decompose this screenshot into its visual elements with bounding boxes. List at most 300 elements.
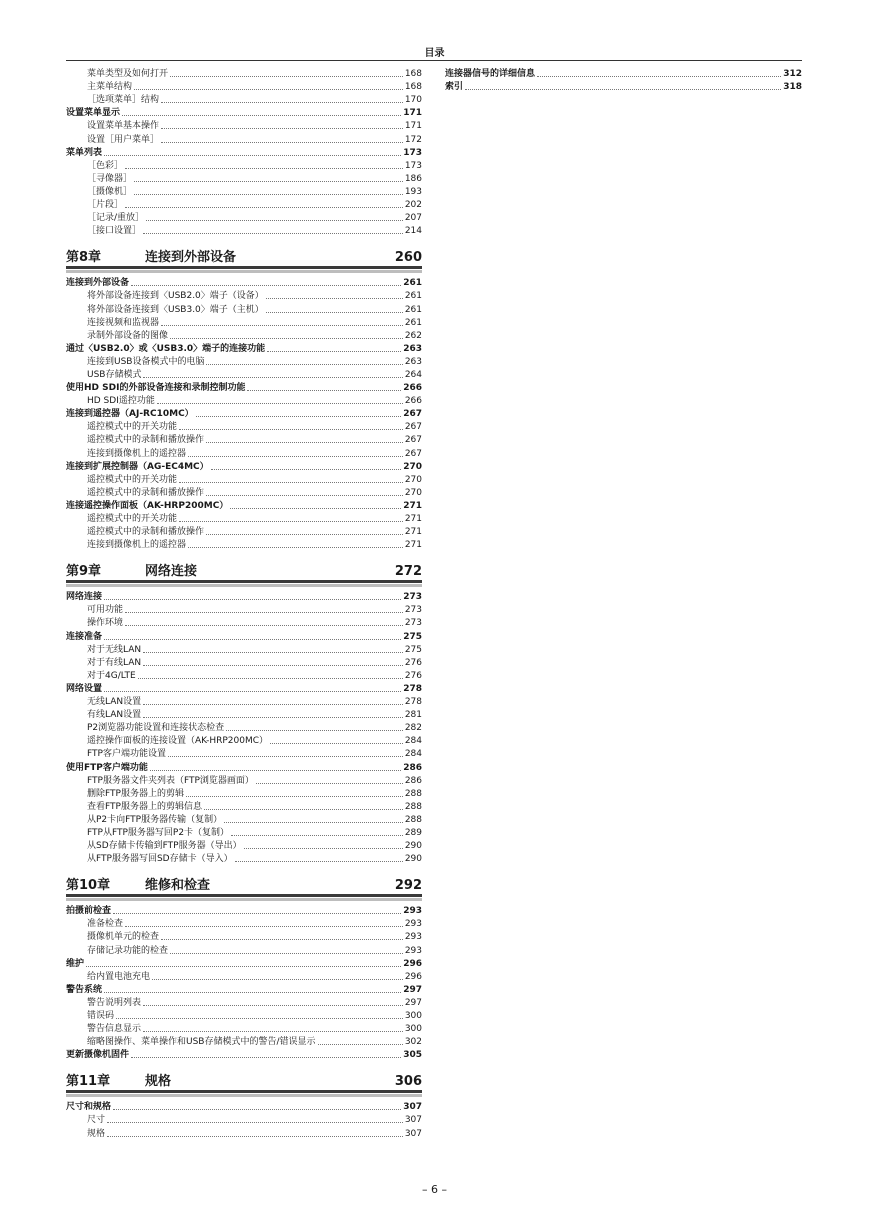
toc-subsection-entry[interactable] bbox=[66, 1126, 422, 1139]
toc-section-entry[interactable] bbox=[66, 499, 422, 512]
entry-page: 296 bbox=[403, 958, 422, 969]
dot-leader bbox=[196, 416, 402, 417]
entry-page: 275 bbox=[403, 631, 422, 642]
dot-leader bbox=[104, 691, 401, 692]
chapter-title: 连接到外部设备 bbox=[145, 250, 237, 266]
entry-title: 删除FTP服务器上的剪辑 bbox=[87, 788, 184, 799]
entry-title: FTP客户端功能设置 bbox=[87, 749, 166, 760]
entry-title: 尺寸和规格 bbox=[66, 1102, 112, 1113]
entry-page: 273 bbox=[404, 618, 422, 629]
entry-title: 使用FTP客户端功能 bbox=[66, 762, 148, 773]
entry-title: 连接到摄像机上的遥控器 bbox=[87, 448, 187, 459]
toc-subsection-entry[interactable] bbox=[66, 172, 422, 185]
toc-section-entry[interactable] bbox=[66, 957, 422, 970]
dot-leader bbox=[104, 599, 401, 600]
toc-subsection-entry[interactable] bbox=[66, 616, 422, 629]
entry-title: ［选项菜单］结构 bbox=[87, 95, 160, 106]
entry-page: 271 bbox=[403, 500, 422, 511]
toc-subsection-entry[interactable] bbox=[66, 695, 422, 708]
entry-title: 操作环境 bbox=[87, 618, 124, 629]
entry-page: 275 bbox=[404, 644, 422, 655]
entry-page: 290 bbox=[404, 841, 422, 852]
toc-subsection-entry[interactable] bbox=[66, 603, 422, 616]
dot-leader bbox=[125, 625, 403, 626]
entry-page: 282 bbox=[404, 723, 422, 734]
toc-section-entry[interactable] bbox=[66, 682, 422, 695]
toc-section-entry[interactable] bbox=[66, 760, 422, 773]
toc-subsection-entry[interactable] bbox=[66, 826, 422, 839]
dot-leader bbox=[113, 1109, 401, 1110]
entry-title: 设置［用户菜单］ bbox=[87, 134, 160, 145]
entry-page: 284 bbox=[404, 736, 422, 747]
toc-section-entry[interactable] bbox=[66, 106, 422, 119]
entry-page: 284 bbox=[404, 749, 422, 760]
entry-page: 276 bbox=[404, 670, 422, 681]
toc-subsection-entry[interactable] bbox=[66, 302, 422, 315]
dot-leader bbox=[206, 364, 402, 365]
entry-page: 271 bbox=[404, 540, 422, 551]
toc-subsection-entry[interactable] bbox=[66, 159, 422, 172]
entry-page: 293 bbox=[404, 932, 422, 943]
entry-title: 连接器信号的详细信息 bbox=[445, 69, 536, 80]
entry-page: 261 bbox=[404, 291, 422, 302]
toc-subsection-entry[interactable] bbox=[66, 774, 422, 787]
entry-page: 297 bbox=[404, 997, 422, 1008]
entry-page: 307 bbox=[404, 1128, 422, 1139]
entry-title: 索引 bbox=[445, 82, 464, 93]
toc-right-column bbox=[445, 67, 802, 93]
toc-subsection-entry[interactable] bbox=[66, 538, 422, 551]
toc-subsection-entry[interactable] bbox=[66, 394, 422, 407]
entry-page: 278 bbox=[403, 683, 422, 694]
dot-leader bbox=[104, 992, 401, 993]
entry-title: 遥控模式中的开关功能 bbox=[87, 514, 178, 524]
toc-subsection-entry[interactable] bbox=[66, 289, 422, 302]
toc-subsection-entry[interactable] bbox=[66, 185, 422, 198]
entry-page: 266 bbox=[404, 396, 422, 407]
dot-leader bbox=[161, 939, 403, 940]
dot-leader bbox=[134, 194, 403, 195]
dot-leader bbox=[244, 848, 403, 849]
entry-title: 查看FTP服务器上的剪辑信息 bbox=[87, 801, 202, 812]
toc-subsection-entry[interactable] bbox=[66, 486, 422, 499]
toc-section-entry[interactable] bbox=[66, 983, 422, 996]
dot-leader bbox=[161, 142, 403, 143]
dot-leader bbox=[170, 338, 403, 339]
toc-subsection-entry[interactable] bbox=[66, 970, 422, 983]
entry-page: 173 bbox=[404, 160, 422, 171]
entry-title: 录制外部设备的图像 bbox=[87, 330, 169, 341]
entry-title: 网络连接 bbox=[66, 592, 103, 603]
page-header-title: 目录 bbox=[424, 48, 445, 59]
dot-leader bbox=[143, 377, 402, 378]
dot-leader bbox=[138, 678, 403, 679]
entry-page: 266 bbox=[403, 383, 422, 394]
dot-leader bbox=[179, 482, 403, 483]
toc-section-entry[interactable] bbox=[66, 590, 422, 603]
toc-subsection-entry[interactable] bbox=[66, 316, 422, 329]
chapter-title: 维修和检查 bbox=[145, 878, 211, 894]
entry-title: 维护 bbox=[66, 958, 85, 969]
toc-subsection-entry[interactable] bbox=[66, 224, 422, 237]
dot-leader bbox=[235, 861, 403, 862]
entry-page: 262 bbox=[404, 330, 422, 341]
chapter-title: 网络连接 bbox=[145, 564, 198, 580]
entry-title: ［色彩］ bbox=[87, 160, 124, 171]
entry-page: 286 bbox=[404, 775, 422, 786]
entry-title: 警告系统 bbox=[66, 984, 103, 995]
entry-title: 菜单列表 bbox=[66, 147, 103, 158]
toc-left-column bbox=[66, 67, 422, 1140]
toc-subsection-entry[interactable] bbox=[66, 512, 422, 525]
dot-leader bbox=[157, 403, 403, 404]
toc-section-entry[interactable] bbox=[66, 904, 422, 917]
toc-subsection-entry[interactable] bbox=[66, 734, 422, 747]
toc-subsection-entry[interactable] bbox=[66, 721, 422, 734]
entry-title: ［寻像器］ bbox=[87, 173, 133, 184]
chapter-heading[interactable] bbox=[66, 248, 422, 269]
entry-title: 通过〈USB2.0〉或〈USB3.0〉端子的连接功能 bbox=[66, 343, 266, 354]
entry-title: 将外部设备连接到〈USB3.0〉端子（主机） bbox=[87, 304, 264, 315]
entry-page: 289 bbox=[404, 827, 422, 838]
entry-title: 缩略图操作、菜单操作和USB存储模式中的警告/错误显示 bbox=[87, 1037, 316, 1048]
toc-subsection-entry[interactable] bbox=[66, 198, 422, 211]
entry-title: 更新摄像机固件 bbox=[66, 1050, 130, 1061]
entry-page: 270 bbox=[404, 487, 422, 498]
toc-subsection-entry[interactable] bbox=[66, 80, 422, 93]
dot-leader bbox=[231, 835, 403, 836]
entry-page: 171 bbox=[403, 108, 422, 119]
entry-page: 202 bbox=[404, 200, 422, 211]
entry-page: 193 bbox=[404, 186, 422, 197]
dot-leader bbox=[125, 612, 403, 613]
dot-leader bbox=[122, 115, 401, 116]
entry-page: 288 bbox=[404, 814, 422, 825]
toc-section-entry[interactable] bbox=[66, 460, 422, 473]
dot-leader bbox=[179, 521, 403, 522]
entry-title: 使用HD SDI的外部设备连接和录制控制功能 bbox=[66, 383, 246, 394]
dot-leader bbox=[267, 351, 401, 352]
toc-subsection-entry[interactable] bbox=[66, 1009, 422, 1022]
entry-title: 拍摄前检查 bbox=[66, 906, 112, 917]
toc-subsection-entry[interactable] bbox=[66, 1022, 422, 1035]
dot-leader bbox=[143, 1005, 403, 1006]
toc-subsection-entry[interactable] bbox=[66, 132, 422, 145]
dot-leader bbox=[537, 76, 781, 77]
entry-page: 318 bbox=[783, 82, 802, 93]
toc-subsection-entry[interactable] bbox=[66, 669, 422, 682]
entry-page: 297 bbox=[403, 984, 422, 995]
entry-title: 连接到遥控器（AJ-RC10MC） bbox=[66, 409, 194, 420]
dot-leader bbox=[168, 756, 403, 757]
entry-title: 准备检查 bbox=[87, 919, 124, 930]
entry-title: 连接视频和监视器 bbox=[87, 317, 160, 328]
entry-title: 遥控操作面板的连接设置（AK-HRP200MC） bbox=[87, 736, 269, 747]
dot-leader bbox=[188, 456, 403, 457]
dot-leader bbox=[134, 181, 403, 182]
dot-leader bbox=[188, 547, 403, 548]
entry-page: 281 bbox=[404, 710, 422, 721]
entry-title: FTP服务器文件夹列表（FTP浏览器画面） bbox=[87, 775, 254, 786]
toc-section-entry[interactable] bbox=[66, 146, 422, 159]
entry-page: 288 bbox=[404, 801, 422, 812]
entry-page: 267 bbox=[404, 435, 422, 446]
toc-section-entry[interactable] bbox=[66, 381, 422, 394]
entry-title: 规格 bbox=[87, 1128, 106, 1139]
chapter-page: 272 bbox=[394, 564, 422, 580]
dot-leader bbox=[224, 822, 403, 823]
entry-title: 遥控模式中的录制和播放操作 bbox=[87, 435, 205, 446]
dot-leader bbox=[143, 1031, 403, 1032]
dot-leader bbox=[104, 639, 401, 640]
entry-page: 168 bbox=[404, 69, 422, 80]
chapter-page: 292 bbox=[394, 878, 422, 894]
dot-leader bbox=[230, 508, 401, 509]
toc-subsection-entry[interactable] bbox=[66, 1113, 422, 1126]
entry-title: 警告信息显示 bbox=[87, 1024, 142, 1035]
entry-title: 给内置电池充电 bbox=[87, 971, 151, 982]
entry-page: 286 bbox=[403, 762, 422, 773]
entry-page: 171 bbox=[404, 121, 422, 132]
toc-subsection-entry[interactable] bbox=[66, 656, 422, 669]
chapter-title: 规格 bbox=[145, 1074, 172, 1090]
entry-page: 276 bbox=[404, 657, 422, 668]
page-number: – 6 – bbox=[422, 1183, 447, 1196]
toc-subsection-entry[interactable] bbox=[66, 67, 422, 80]
dot-leader bbox=[125, 926, 403, 927]
entry-page: 307 bbox=[403, 1102, 422, 1113]
chapter-heading[interactable] bbox=[66, 1072, 422, 1093]
toc-subsection-entry[interactable] bbox=[66, 1035, 422, 1048]
entry-title: 可用功能 bbox=[87, 605, 124, 616]
dot-leader bbox=[318, 1044, 403, 1045]
chapter-page: 260 bbox=[394, 250, 422, 266]
entry-title: ［摄像机］ bbox=[87, 186, 133, 197]
toc-subsection-entry[interactable] bbox=[66, 996, 422, 1009]
entry-title: 将外部设备连接到〈USB2.0〉端子（设备） bbox=[87, 291, 264, 302]
entry-title: 主菜单结构 bbox=[87, 82, 133, 93]
entry-page: 290 bbox=[404, 854, 422, 865]
entry-page: 300 bbox=[404, 1024, 422, 1035]
toc-section-entry[interactable] bbox=[66, 342, 422, 355]
dot-leader bbox=[465, 89, 781, 90]
entry-title: 存储记录功能的检查 bbox=[87, 945, 169, 956]
entry-title: P2浏览器功能设置和连接状态检查 bbox=[87, 723, 225, 734]
entry-title: 无线LAN设置 bbox=[87, 697, 142, 708]
entry-page: 293 bbox=[404, 945, 422, 956]
toc-subsection-entry[interactable] bbox=[66, 420, 422, 433]
toc-subsection-entry[interactable] bbox=[66, 433, 422, 446]
entry-page: 168 bbox=[404, 82, 422, 93]
toc-subsection-entry[interactable] bbox=[66, 787, 422, 800]
entry-title: 对于有线LAN bbox=[87, 657, 142, 668]
entry-title: ［记录/重放］ bbox=[87, 213, 145, 224]
entry-page: 170 bbox=[404, 95, 422, 106]
toc-subsection-entry[interactable] bbox=[66, 446, 422, 459]
dot-leader bbox=[161, 102, 403, 103]
toc-subsection-entry[interactable] bbox=[66, 708, 422, 721]
entry-page: 264 bbox=[404, 369, 422, 380]
chapter-number: 第10章 bbox=[66, 878, 111, 894]
toc-subsection-entry[interactable] bbox=[66, 355, 422, 368]
dot-leader bbox=[206, 442, 403, 443]
entry-title: ［片段］ bbox=[87, 200, 124, 211]
entry-page: 300 bbox=[404, 1011, 422, 1021]
toc-section-entry[interactable] bbox=[445, 80, 802, 93]
entry-page: 186 bbox=[404, 173, 422, 184]
dot-leader bbox=[206, 534, 403, 535]
dot-leader bbox=[270, 743, 403, 744]
toc-subsection-entry[interactable] bbox=[66, 813, 422, 826]
entry-page: 267 bbox=[404, 448, 422, 459]
entry-title: 从SD存储卡传输到FTP服务器（导出） bbox=[87, 841, 242, 852]
entry-page: 312 bbox=[783, 69, 802, 80]
dot-leader bbox=[204, 809, 403, 810]
entry-title: 摄像机单元的检查 bbox=[87, 932, 160, 943]
toc-subsection-entry[interactable] bbox=[66, 930, 422, 943]
chapter-page: 306 bbox=[394, 1074, 422, 1090]
entry-title: 连接准备 bbox=[66, 631, 103, 642]
dot-leader bbox=[161, 325, 403, 326]
toc-subsection-entry[interactable] bbox=[66, 643, 422, 656]
dot-leader bbox=[116, 1018, 403, 1019]
entry-title: HD SDI遥控功能 bbox=[87, 396, 155, 407]
entry-title: FTP从FTP服务器写回P2卡（复制） bbox=[87, 827, 230, 838]
entry-page: 273 bbox=[404, 605, 422, 616]
dot-leader bbox=[146, 220, 403, 221]
entry-page: 263 bbox=[404, 356, 422, 367]
entry-page: 261 bbox=[404, 317, 422, 328]
toc-subsection-entry[interactable] bbox=[66, 747, 422, 760]
entry-title: 遥控模式中的录制和播放操作 bbox=[87, 527, 205, 538]
entry-title: 错误码 bbox=[87, 1011, 115, 1021]
entry-page: 302 bbox=[404, 1037, 422, 1048]
entry-page: 271 bbox=[404, 527, 422, 538]
entry-title: 设置菜单基本操作 bbox=[87, 121, 160, 132]
dot-leader bbox=[131, 285, 401, 286]
dot-leader bbox=[125, 168, 403, 169]
toc-section-entry[interactable] bbox=[66, 407, 422, 420]
entry-page: 261 bbox=[403, 278, 422, 289]
entry-page: 271 bbox=[404, 514, 422, 524]
dot-leader bbox=[143, 665, 403, 666]
dot-leader bbox=[107, 1122, 403, 1123]
dot-leader bbox=[170, 76, 403, 77]
entry-page: 172 bbox=[404, 134, 422, 145]
dot-leader bbox=[143, 704, 403, 705]
entry-page: 207 bbox=[404, 213, 422, 224]
chapter-number: 第8章 bbox=[66, 250, 102, 266]
entry-title: 网络设置 bbox=[66, 683, 103, 694]
dot-leader bbox=[107, 1136, 403, 1137]
entry-page: 278 bbox=[404, 697, 422, 708]
toc-subsection-entry[interactable] bbox=[66, 839, 422, 852]
entry-title: 有线LAN设置 bbox=[87, 710, 142, 721]
dot-leader bbox=[266, 298, 403, 299]
entry-title: USB存储模式 bbox=[87, 369, 142, 380]
toc-subsection-entry[interactable] bbox=[66, 211, 422, 224]
dot-leader bbox=[211, 469, 402, 470]
dot-leader bbox=[186, 796, 403, 797]
dot-leader bbox=[131, 1057, 401, 1058]
entry-title: 对于无线LAN bbox=[87, 644, 142, 655]
dot-leader bbox=[152, 979, 403, 980]
toc-section-entry[interactable] bbox=[66, 276, 422, 289]
dot-leader bbox=[125, 207, 403, 208]
toc-subsection-entry[interactable] bbox=[66, 368, 422, 381]
entry-title: 连接到USB设备模式中的电脑 bbox=[87, 356, 205, 367]
dot-leader bbox=[143, 652, 403, 653]
entry-title: 遥控模式中的录制和播放操作 bbox=[87, 487, 205, 498]
toc-section-entry[interactable] bbox=[66, 1048, 422, 1061]
toc-subsection-entry[interactable] bbox=[66, 473, 422, 486]
entry-page: 296 bbox=[404, 971, 422, 982]
entry-title: 尺寸 bbox=[87, 1115, 106, 1126]
dot-leader bbox=[143, 717, 403, 718]
dot-leader bbox=[170, 953, 403, 954]
toc-subsection-entry[interactable] bbox=[66, 525, 422, 538]
dot-leader bbox=[134, 89, 403, 90]
chapter-heading[interactable] bbox=[66, 562, 422, 583]
chapter-number: 第11章 bbox=[66, 1074, 111, 1090]
entry-title: 警告说明列表 bbox=[87, 997, 142, 1008]
entry-page: 270 bbox=[403, 461, 422, 472]
dot-leader bbox=[256, 783, 403, 784]
dot-leader bbox=[86, 966, 401, 967]
dot-leader bbox=[226, 730, 403, 731]
toc-section-entry[interactable] bbox=[66, 629, 422, 642]
dot-leader bbox=[104, 155, 401, 156]
chapter-number: 第9章 bbox=[66, 564, 102, 580]
toc-section-entry[interactable] bbox=[445, 67, 802, 80]
toc-subsection-entry[interactable] bbox=[66, 943, 422, 956]
toc-subsection-entry[interactable] bbox=[66, 93, 422, 106]
entry-page: 267 bbox=[404, 422, 422, 433]
dot-leader bbox=[206, 495, 403, 496]
toc-subsection-entry[interactable] bbox=[66, 852, 422, 865]
entry-title: 对于4G/LTE bbox=[87, 670, 136, 681]
entry-title: 遥控模式中的开关功能 bbox=[87, 474, 178, 485]
entry-title: 设置菜单显示 bbox=[66, 108, 121, 119]
header-rule bbox=[66, 60, 802, 61]
entry-page: 288 bbox=[404, 788, 422, 799]
entry-page: 273 bbox=[403, 592, 422, 603]
toc-section-entry[interactable] bbox=[66, 1100, 422, 1113]
dot-leader bbox=[143, 233, 403, 234]
toc-subsection-entry[interactable] bbox=[66, 917, 422, 930]
entry-page: 270 bbox=[404, 474, 422, 485]
toc-subsection-entry[interactable] bbox=[66, 800, 422, 813]
dot-leader bbox=[113, 913, 401, 914]
dot-leader bbox=[150, 770, 401, 771]
entry-page: 261 bbox=[404, 304, 422, 315]
entry-page: 267 bbox=[403, 409, 422, 420]
entry-page: 263 bbox=[403, 343, 422, 354]
dot-leader bbox=[266, 312, 403, 313]
toc-subsection-entry[interactable] bbox=[66, 119, 422, 132]
entry-page: 293 bbox=[404, 919, 422, 930]
entry-title: ［接口设置］ bbox=[87, 226, 142, 237]
chapter-heading[interactable] bbox=[66, 876, 422, 897]
entry-page: 214 bbox=[404, 226, 422, 237]
entry-title: 连接到扩展控制器（AG-EC4MC） bbox=[66, 461, 209, 472]
entry-title: 连接遥控操作面板（AK-HRP200MC） bbox=[66, 500, 229, 511]
entry-title: 遥控模式中的开关功能 bbox=[87, 422, 178, 433]
entry-title: 从P2卡向FTP服务器传输（复制） bbox=[87, 814, 223, 825]
entry-page: 173 bbox=[403, 147, 422, 158]
toc-subsection-entry[interactable] bbox=[66, 329, 422, 342]
entry-page: 305 bbox=[403, 1050, 422, 1061]
